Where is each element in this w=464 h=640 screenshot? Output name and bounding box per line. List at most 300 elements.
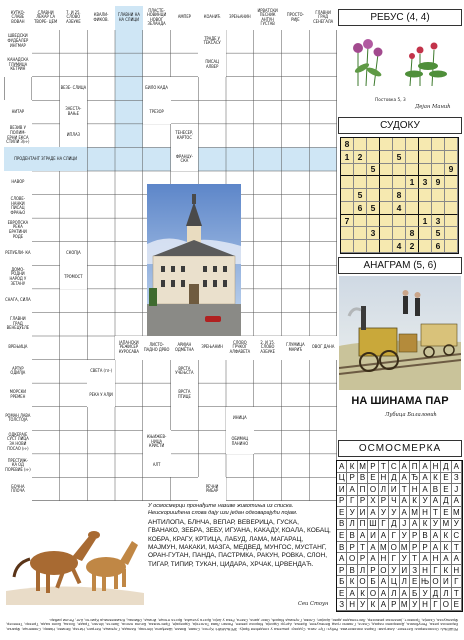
osmosmerka-letter[interactable]: Б bbox=[337, 576, 347, 588]
sudoku-cell[interactable]: 7 bbox=[341, 215, 354, 228]
osmosmerka-letter[interactable]: Г bbox=[379, 519, 389, 531]
osmosmerka-letter[interactable]: Б bbox=[410, 588, 420, 600]
rebus-title: РЕБУС (4, 4) bbox=[338, 9, 462, 26]
osmosmerka-letter[interactable]: Е bbox=[337, 507, 347, 519]
sudoku-cell[interactable]: 1 bbox=[341, 151, 354, 164]
osmosmerka-letter[interactable]: А bbox=[420, 484, 430, 496]
osmosmerka-letter[interactable]: У bbox=[420, 496, 430, 508]
osmosmerka-letter[interactable]: Р bbox=[358, 553, 368, 565]
sudoku-cell[interactable]: 9 bbox=[445, 164, 458, 177]
sudoku-cell[interactable] bbox=[341, 202, 354, 215]
osmosmerka-letter[interactable]: П bbox=[410, 461, 420, 473]
feature-clue: ПРОДЕНТАНТ ЗГРАДЕ НА СЛИЦИ bbox=[4, 147, 87, 171]
sudoku-cell[interactable] bbox=[406, 164, 419, 177]
osmosmerka-letter[interactable]: В bbox=[337, 519, 347, 531]
osmosmerka-letter[interactable]: Л bbox=[379, 484, 389, 496]
rebus-note: Постовка 5, 3 bbox=[375, 98, 406, 103]
mid-clue: ПИСАЦ АЛВЕР bbox=[198, 53, 226, 77]
header-clue: 7. И 25. СЛОВО АЗБУКЕ bbox=[60, 6, 88, 30]
rebus-author: Дејан Манић bbox=[415, 104, 451, 110]
osmosmerka-letter[interactable]: В bbox=[431, 484, 441, 496]
sudoku-cell[interactable] bbox=[419, 138, 432, 151]
osmosmerka-letter[interactable]: Р bbox=[368, 565, 378, 577]
sudoku-cell[interactable] bbox=[354, 240, 367, 253]
sudoku-cell[interactable] bbox=[419, 151, 432, 164]
sudoku-cell[interactable]: 2 bbox=[406, 240, 419, 253]
sudoku-cell[interactable]: 9 bbox=[432, 176, 445, 189]
solutions-text: РЕШЕЊА: Осмосмерка: Бегемот. Анаграм: Парна локомотива. Ребус: Пут лиса. Судоку: решења у следећем броју. ЗРЕЊАНИН: Кутко, Славе, Вован, Швеђани, Ингмар, Канада, Глумица, Кетрин, Нитар, Везиво, Навор, Словенци, Фрањо, Европска река, Република, Доморони народ, Снага, Главни град Венецуеле, Врења, Артур Одилја, Морски ремен, Роман Лава Толстоја, Одкераје, Престижка, Бочна плоча, Заеста, Иплаз, Траде, Писац, Било када, Трезор, Тенесер, Францускa, Скопја, Тромост, Јапански режисер, Листопадно дрво, Аријан, Слово, Глумица Марић, Овог дана, Света, Река у Алји, Врста учешћа, Врста птице, Иница, Обимац, Књижевница Кристи, Алт, Речни рибар. bbox=[6, 617, 458, 631]
osmosmerka-letter[interactable]: А bbox=[452, 553, 462, 565]
osmosmerka-letter[interactable]: Р bbox=[389, 599, 399, 611]
osmosmerka-letter[interactable]: Т bbox=[410, 553, 420, 565]
sudoku-cell[interactable]: 8 bbox=[341, 138, 354, 151]
osmosmerka-letter[interactable]: У bbox=[358, 599, 368, 611]
osmosmerka-letter[interactable]: К bbox=[431, 473, 441, 485]
osmosmerka-letter[interactable]: О bbox=[368, 588, 378, 600]
header-clue: ПРОСТО- РИЈЕ bbox=[282, 6, 310, 30]
sudoku-cell[interactable] bbox=[419, 227, 432, 240]
osmosmerka-letter[interactable]: Њ bbox=[420, 577, 430, 587]
osmosmerka-letter[interactable]: А bbox=[441, 553, 451, 565]
sudoku-cell[interactable] bbox=[445, 202, 458, 215]
sudoku-cell[interactable] bbox=[367, 240, 380, 253]
osmosmerka-letter[interactable]: А bbox=[431, 496, 441, 508]
osmosmerka-letter[interactable]: Н bbox=[347, 599, 357, 611]
osmosmerka-letter[interactable]: П bbox=[358, 484, 368, 496]
solutions-strip bbox=[4, 612, 460, 636]
sudoku-cell[interactable] bbox=[341, 227, 354, 240]
osmosmerka-letter[interactable]: У bbox=[389, 565, 399, 577]
sudoku-cell[interactable] bbox=[406, 151, 419, 164]
osmosmerka-letter[interactable]: Г bbox=[389, 530, 399, 542]
osmosmerka-letter[interactable]: Ј bbox=[400, 519, 410, 531]
sudoku-cell[interactable]: 3 bbox=[419, 176, 432, 189]
osmosmerka-letter[interactable]: А bbox=[400, 507, 410, 519]
osmosmerka-letter[interactable]: Т bbox=[431, 507, 441, 519]
sudoku-cell[interactable]: 5 bbox=[432, 227, 445, 240]
sudoku-cell[interactable] bbox=[432, 164, 445, 177]
left-clue: ДОМО- РОДНИ НАРОД У ЗЕТАНУ bbox=[4, 265, 32, 289]
osmosmerka-letter[interactable]: Р bbox=[347, 473, 357, 485]
town-hall-photo bbox=[147, 184, 241, 336]
osmosmerka-letter[interactable]: А bbox=[347, 588, 357, 600]
sudoku-cell[interactable] bbox=[380, 189, 393, 202]
osmosmerka-letter[interactable]: Д bbox=[389, 473, 399, 485]
osmosmerka-letter[interactable]: С bbox=[452, 530, 462, 542]
osmosmerka-letter[interactable]: К bbox=[410, 496, 420, 508]
sudoku-cell[interactable] bbox=[419, 164, 432, 177]
osmosmerka-letter[interactable]: М bbox=[441, 519, 451, 531]
left-clue: ШВЕДСКИ ФУДБАЛЕР ИНГМАР bbox=[4, 30, 32, 54]
sudoku-cell[interactable]: 4 bbox=[393, 240, 406, 253]
osmosmerka-letter[interactable]: Н bbox=[431, 553, 441, 565]
osmosmerka-letter[interactable]: А bbox=[420, 553, 430, 565]
osmosmerka-letter[interactable]: Р bbox=[358, 496, 368, 508]
osmosmerka-letter[interactable]: Р bbox=[368, 461, 378, 473]
osmosmerka-word-list: АНТИЛОПА, БЛНЧА, ВЕПАР, ВЕВЕРИЦА, ГУСКА, ГВАНАКО, ЗЕБРА, ЗЕБУ, ИГУАНА, КАКАДУ, КОАЛА, КОБАЦ, КОБРА, КРАГУ, КРТИЦА, ЛАБУД, ЛАМА, МАГАРАЦ, МАЈМУН, МАКАКИ, МАЗГА, МЕДВЕД, МУНГОС, МУСТАНГ, ОРАН-ГУТАН, ПАНДА, ПАСТРМКА, РАКУН, РОВКА, СЛОН, ТИГАР, ТИПИР, ТУКАН, ЦИДАРА, ХРЧАК, ЦРВЕНДАЋ. bbox=[148, 518, 331, 568]
osmosmerka-letter[interactable]: В bbox=[358, 473, 368, 485]
header-clue: ГЛАВНИ НА НА СЛИЦИ bbox=[115, 6, 143, 30]
sudoku-cell[interactable] bbox=[445, 138, 458, 151]
osmosmerka-letter[interactable]: А bbox=[337, 553, 347, 565]
sudoku-cell[interactable] bbox=[419, 189, 432, 202]
osmosmerka-letter[interactable]: А bbox=[452, 496, 462, 508]
sudoku-cell[interactable] bbox=[367, 176, 380, 189]
osmosmerka-letter[interactable]: Р bbox=[410, 530, 420, 542]
osmosmerka-letter[interactable]: Н bbox=[420, 599, 430, 611]
osmosmerka-letter[interactable]: О bbox=[347, 553, 357, 565]
crossword-puzzle bbox=[4, 6, 337, 501]
sudoku-cell[interactable]: 8 bbox=[393, 189, 406, 202]
anagram-author: Лубица Билаловић bbox=[385, 412, 437, 418]
mid-clue: ТРЕЗОР bbox=[143, 100, 171, 124]
osmosmerka-letter[interactable]: И bbox=[441, 576, 451, 588]
sudoku-cell[interactable] bbox=[406, 202, 419, 215]
osmosmerka-letter[interactable]: М bbox=[400, 599, 410, 611]
sudoku-cell[interactable] bbox=[367, 189, 380, 202]
osmosmerka-letter[interactable]: Р bbox=[337, 565, 347, 577]
osmosmerka-letter[interactable]: А bbox=[400, 496, 410, 508]
osmosmerka-letter[interactable]: А bbox=[431, 542, 441, 554]
osmosmerka-letter[interactable]: К bbox=[420, 519, 430, 531]
osmosmerka-letter[interactable]: З bbox=[410, 565, 420, 577]
osmosmerka-letter[interactable]: Р bbox=[347, 542, 357, 554]
header-clue: КВАЛИ- ФИКОВ. bbox=[87, 6, 115, 30]
mid-clue: ИПЛАЗ bbox=[60, 124, 88, 148]
osmosmerka-letter[interactable]: Д bbox=[441, 461, 451, 473]
osmosmerka-letter[interactable]: А bbox=[358, 530, 368, 542]
mid-clue: ТЕНЕСЕР, КАРТОС bbox=[171, 124, 199, 148]
osmosmerka-letter[interactable]: В bbox=[347, 530, 357, 542]
osmosmerka-letter[interactable]: У bbox=[389, 507, 399, 519]
osmosmerka-letter[interactable]: Е bbox=[410, 576, 420, 588]
sudoku-grid bbox=[340, 137, 459, 254]
sudoku-cell[interactable] bbox=[341, 240, 354, 253]
osmosmerka-letter[interactable]: О bbox=[368, 484, 378, 496]
osmosmerka-letter[interactable]: И bbox=[368, 530, 378, 542]
left-clue: КАНАДСКА ГЛУМИЦА КЕТРИН bbox=[4, 53, 32, 77]
osmosmerka-letter[interactable]: Н bbox=[379, 553, 389, 565]
osmosmerka-letter[interactable]: З bbox=[452, 473, 462, 485]
osmosmerka-letter[interactable]: Р bbox=[337, 496, 347, 508]
osmosmerka-letter[interactable]: Т bbox=[379, 461, 389, 473]
mid-clue: 2. И 15. СЛОВО АЗБУКЕ bbox=[254, 336, 282, 360]
osmosmerka-letter[interactable]: Л bbox=[389, 588, 399, 600]
header-clue: ГЛАВНИ ГРАД СЕНЕГАЛА bbox=[309, 6, 337, 30]
sudoku-cell[interactable] bbox=[445, 176, 458, 189]
left-clue: ЕВРОПСКА РЕКА БРАТИНИ РОДЕ bbox=[4, 218, 32, 242]
osmosmerka-letter[interactable]: К bbox=[347, 576, 357, 588]
sudoku-cell[interactable] bbox=[419, 202, 432, 215]
osmosmerka-letter[interactable]: А bbox=[379, 588, 389, 600]
osmosmerka-letter[interactable]: А bbox=[410, 519, 420, 531]
osmosmerka-letter[interactable]: И bbox=[400, 565, 410, 577]
sudoku-cell[interactable] bbox=[380, 202, 393, 215]
header-clue: ИРВАТСКИ ПЕСНИК АНТУН ГУСТАВ bbox=[254, 6, 282, 30]
sudoku-cell[interactable] bbox=[354, 164, 367, 177]
osmosmerka-letter[interactable]: И bbox=[358, 507, 368, 519]
osmosmerka-letter[interactable]: О bbox=[431, 576, 441, 588]
sudoku-cell[interactable] bbox=[380, 138, 393, 151]
osmosmerka-letter[interactable]: Е bbox=[441, 507, 451, 519]
osmosmerka-letter[interactable]: О bbox=[379, 565, 389, 577]
osmosmerka-letter[interactable]: О bbox=[441, 599, 451, 611]
sudoku-cell[interactable] bbox=[393, 164, 406, 177]
osmosmerka-letter[interactable]: Н bbox=[420, 565, 430, 577]
sudoku-cell[interactable]: 3 bbox=[432, 215, 445, 228]
osmosmerka-author: Сеи Стоун bbox=[298, 601, 329, 607]
osmosmerka-letter[interactable]: З bbox=[337, 599, 347, 611]
sudoku-cell[interactable] bbox=[406, 189, 419, 202]
osmosmerka-letter[interactable]: Л bbox=[441, 588, 451, 600]
osmosmerka-letter[interactable]: Т bbox=[358, 542, 368, 554]
sudoku-cell[interactable] bbox=[354, 215, 367, 228]
mid-clue: ЛИСТО- ПАДНО ДРВО bbox=[143, 336, 171, 360]
header-clue: ЗРЕЊАНИН bbox=[226, 6, 254, 30]
sudoku-cell[interactable] bbox=[341, 176, 354, 189]
osmosmerka-letter[interactable]: У bbox=[400, 530, 410, 542]
osmosmerka-letter[interactable]: М bbox=[379, 542, 389, 554]
osmosmerka-letter[interactable]: У bbox=[431, 519, 441, 531]
osmosmerka-letter[interactable]: Д bbox=[389, 519, 399, 531]
osmosmerka-letter[interactable]: Г bbox=[431, 599, 441, 611]
osmosmerka-letter[interactable]: Е bbox=[337, 588, 347, 600]
osmosmerka-letter[interactable]: У bbox=[452, 519, 462, 531]
sudoku-cell[interactable] bbox=[432, 202, 445, 215]
sudoku-cell[interactable] bbox=[445, 215, 458, 228]
osmosmerka-letter[interactable]: А bbox=[400, 588, 410, 600]
horses-picture bbox=[6, 505, 144, 605]
osmosmerka-letter[interactable]: К bbox=[441, 542, 451, 554]
sudoku-cell[interactable] bbox=[393, 215, 406, 228]
sudoku-cell[interactable] bbox=[380, 227, 393, 240]
sudoku-cell[interactable] bbox=[380, 176, 393, 189]
osmosmerka-letter[interactable]: Ч bbox=[389, 496, 399, 508]
osmosmerka-letter[interactable]: Г bbox=[452, 576, 462, 588]
header-clue: КУТКО- СЛАВЕ ВОВАН bbox=[4, 6, 32, 30]
anagram-title: АНАГРАМ (5, 6) bbox=[338, 257, 462, 274]
mid-clue: АРИЈАН ОДМЕТНА bbox=[171, 336, 199, 360]
osmosmerka-letter[interactable]: А bbox=[368, 542, 378, 554]
mid-clue: ОВОГ ДАНА bbox=[309, 336, 337, 360]
sudoku-cell[interactable] bbox=[445, 189, 458, 202]
osmosmerka-letter[interactable]: У bbox=[379, 507, 389, 519]
sudoku-cell[interactable] bbox=[406, 215, 419, 228]
sudoku-cell[interactable] bbox=[380, 240, 393, 253]
sudoku-cell[interactable] bbox=[367, 138, 380, 151]
sudoku-cell[interactable] bbox=[380, 164, 393, 177]
left-clue: СНАГА, СИЛА bbox=[4, 289, 32, 313]
header-clue: АМПЕР bbox=[171, 6, 199, 30]
sudoku-cell[interactable]: 4 bbox=[393, 202, 406, 215]
sudoku-cell[interactable]: 1 bbox=[419, 215, 432, 228]
osmosmerka-letter[interactable]: Ш bbox=[368, 519, 378, 531]
rebus-picture bbox=[340, 28, 460, 92]
left-clue: ОДКЕРАЈЕ СУСТ ЛИЦА ЗА НОВИ ПОСАО (н-) bbox=[4, 430, 32, 454]
osmosmerka-letter[interactable]: Г bbox=[389, 553, 399, 565]
osmosmerka-letter[interactable]: С bbox=[389, 461, 399, 473]
sudoku-cell[interactable] bbox=[341, 164, 354, 177]
left-clue: ВРЕЊИЦА bbox=[4, 336, 32, 360]
sudoku-cell[interactable] bbox=[393, 138, 406, 151]
osmosmerka-letter[interactable]: Г bbox=[347, 496, 357, 508]
osmosmerka-letter[interactable]: П bbox=[358, 519, 368, 531]
osmosmerka-letter[interactable]: Т bbox=[452, 542, 462, 554]
sudoku-cell[interactable]: 8 bbox=[406, 227, 419, 240]
osmosmerka-letter[interactable]: Б bbox=[368, 576, 378, 588]
sudoku-cell[interactable]: 5 bbox=[367, 164, 380, 177]
sudoku-cell[interactable]: 1 bbox=[406, 176, 419, 189]
osmosmerka-letter[interactable]: А bbox=[347, 484, 357, 496]
header-clue: СЛАВНИ ЛЕКАР СА ТВОРЕ- ЦЕМ bbox=[32, 6, 60, 30]
osmosmerka-letter[interactable]: К bbox=[441, 530, 451, 542]
osmosmerka-letter[interactable]: Р bbox=[379, 496, 389, 508]
osmosmerka-letter[interactable]: Е bbox=[368, 473, 378, 485]
sudoku-cell[interactable] bbox=[380, 151, 393, 164]
sudoku-cell[interactable] bbox=[419, 240, 432, 253]
osmosmerka-letter[interactable]: А bbox=[337, 461, 347, 473]
left-clue: РЕПУБЛИ- КА bbox=[4, 242, 32, 266]
mid-clue: АЛТ bbox=[143, 454, 171, 478]
osmosmerka-letter[interactable]: А bbox=[379, 599, 389, 611]
osmosmerka-letter[interactable]: Ц bbox=[337, 473, 347, 485]
mid-clue: СВЕТА (гл-) bbox=[87, 360, 115, 384]
osmosmerka-letter[interactable]: К bbox=[441, 565, 451, 577]
osmosmerka-letter[interactable]: Р bbox=[410, 542, 420, 554]
sudoku-cell[interactable] bbox=[432, 138, 445, 151]
sudoku-cell[interactable] bbox=[445, 240, 458, 253]
osmosmerka-letter[interactable]: Т bbox=[452, 588, 462, 600]
sudoku-cell[interactable]: 2 bbox=[354, 151, 367, 164]
sudoku-title: СУДОКУ bbox=[338, 117, 462, 134]
osmosmerka-letter[interactable]: М bbox=[358, 461, 368, 473]
osmosmerka-text bbox=[148, 503, 331, 598]
mid-clue: БИЛО КАДА bbox=[143, 77, 171, 101]
left-clue: БОЧНА ПЛОЧА bbox=[4, 477, 32, 501]
osmosmerka-letter[interactable]: В bbox=[337, 542, 347, 554]
osmosmerka-letter[interactable]: А bbox=[368, 553, 378, 565]
sudoku-cell[interactable]: 5 bbox=[393, 151, 406, 164]
sudoku-cell[interactable] bbox=[445, 151, 458, 164]
mid-clue: ТРАДЕ У ТЕКСАСУ bbox=[198, 30, 226, 54]
locomotive-picture bbox=[339, 276, 461, 390]
sudoku-cell[interactable] bbox=[406, 138, 419, 151]
osmosmerka-letter[interactable]: М bbox=[400, 542, 410, 554]
sudoku-cell[interactable]: 6 bbox=[354, 202, 367, 215]
osmosmerka-letter[interactable]: Е bbox=[337, 530, 347, 542]
osmosmerka-letter[interactable]: А bbox=[368, 507, 378, 519]
osmosmerka-title: ОСМОСМЕРКА bbox=[338, 440, 462, 457]
osmosmerka-letter[interactable]: Е bbox=[441, 473, 451, 485]
osmosmerka-letter[interactable]: А bbox=[400, 461, 410, 473]
osmosmerka-letter[interactable]: А bbox=[400, 473, 410, 485]
sudoku-cell[interactable] bbox=[432, 189, 445, 202]
mid-clue: ВРСТА УЧЕЊСТА bbox=[171, 360, 199, 384]
osmosmerka-letter[interactable]: Г bbox=[431, 565, 441, 577]
osmosmerka-letter[interactable]: В bbox=[347, 565, 357, 577]
osmosmerka-letter[interactable]: Н bbox=[410, 484, 420, 496]
osmosmerka-letter[interactable]: Д bbox=[431, 588, 441, 600]
mid-clue: ЗРЕЊАНИН bbox=[198, 336, 226, 360]
left-clue: ВЕЗИВ У ПОЛИМ- ЕРНИ ЕКСА СТИЛИ З(н-) bbox=[4, 124, 32, 148]
osmosmerka-letter[interactable]: И bbox=[337, 484, 347, 496]
osmosmerka-letter[interactable]: Х bbox=[368, 496, 378, 508]
osmosmerka-letter[interactable]: А bbox=[452, 461, 462, 473]
osmosmerka-letter[interactable]: Р bbox=[420, 542, 430, 554]
sudoku-cell[interactable] bbox=[393, 176, 406, 189]
osmosmerka-letter[interactable]: У bbox=[400, 553, 410, 565]
osmosmerka-letter[interactable]: Н bbox=[420, 507, 430, 519]
sudoku-cell[interactable] bbox=[393, 227, 406, 240]
osmosmerka-letter[interactable]: К bbox=[358, 588, 368, 600]
osmosmerka-letter[interactable]: А bbox=[431, 530, 441, 542]
osmosmerka-letter[interactable]: Е bbox=[441, 484, 451, 496]
osmosmerka-letter[interactable]: Д bbox=[441, 496, 451, 508]
sudoku-cell[interactable] bbox=[341, 189, 354, 202]
osmosmerka-letter[interactable]: М bbox=[410, 507, 420, 519]
osmosmerka-letter[interactable]: Л bbox=[347, 519, 357, 531]
mid-clue: ЈАПАНСКИ РЕЖИСЕР КУРОСАВА bbox=[115, 336, 143, 360]
osmosmerka-letter[interactable]: Ц bbox=[389, 576, 399, 588]
osmosmerka-letter[interactable]: А bbox=[379, 530, 389, 542]
mid-clue: ОБИМАЦ ПАНИНО bbox=[226, 430, 254, 454]
sudoku-cell[interactable] bbox=[380, 215, 393, 228]
osmosmerka-grid bbox=[336, 460, 463, 612]
osmosmerka-letter[interactable]: Н bbox=[431, 461, 441, 473]
osmosmerka-letter[interactable]: Л bbox=[358, 565, 368, 577]
osmosmerka-letter[interactable]: Н bbox=[452, 565, 462, 577]
osmosmerka-letter[interactable]: У bbox=[347, 507, 357, 519]
sudoku-cell[interactable] bbox=[354, 176, 367, 189]
osmosmerka-letter[interactable]: Т bbox=[400, 484, 410, 496]
sudoku-cell[interactable] bbox=[354, 138, 367, 151]
osmosmerka-letter[interactable]: Л bbox=[400, 576, 410, 588]
osmosmerka-letter[interactable]: У bbox=[410, 599, 420, 611]
osmosmerka-letter[interactable]: И bbox=[389, 484, 399, 496]
sudoku-cell[interactable]: 5 bbox=[367, 202, 380, 215]
sudoku-cell[interactable] bbox=[367, 215, 380, 228]
osmosmerka-letter[interactable]: О bbox=[358, 576, 368, 588]
header-clue: КОАНИЋ bbox=[198, 6, 226, 30]
osmosmerka-letter[interactable]: А bbox=[420, 461, 430, 473]
header-clue: ПЛАСТЕ- НОВИНЦИ НОВОГ ЗЕЛАНДА bbox=[143, 6, 171, 30]
sudoku-cell[interactable]: 5 bbox=[354, 189, 367, 202]
osmosmerka-letter[interactable]: Ј bbox=[452, 484, 462, 496]
osmosmerka-letter[interactable]: Н bbox=[379, 473, 389, 485]
osmosmerka-letter[interactable]: М bbox=[452, 507, 462, 519]
mid-clue: ЗАЕСТА- ВАЊЕ bbox=[60, 100, 88, 124]
sudoku-cell[interactable] bbox=[367, 151, 380, 164]
left-clue: НИТАР bbox=[4, 100, 32, 124]
sudoku-cell[interactable] bbox=[445, 227, 458, 240]
sudoku-cell[interactable]: 3 bbox=[367, 227, 380, 240]
osmosmerka-letter[interactable]: У bbox=[420, 588, 430, 600]
osmosmerka-letter[interactable]: А bbox=[379, 576, 389, 588]
osmosmerka-letter[interactable]: А bbox=[420, 473, 430, 485]
left-clue: СЛОВЕ- НАНКИ ПИСАЦ ФРАЊО bbox=[4, 195, 32, 219]
sudoku-cell[interactable] bbox=[432, 151, 445, 164]
osmosmerka-letter[interactable]: Ђ bbox=[410, 473, 420, 485]
osmosmerka-letter[interactable]: Е bbox=[452, 599, 462, 611]
sudoku-cell[interactable]: 6 bbox=[432, 240, 445, 253]
osmosmerka-letter[interactable]: В bbox=[420, 530, 430, 542]
osmosmerka-letter[interactable]: К bbox=[347, 461, 357, 473]
mid-clue: ВЕЗЕ- СЛИЦА bbox=[60, 77, 88, 101]
sudoku-cell[interactable] bbox=[354, 227, 367, 240]
osmosmerka-letter[interactable]: О bbox=[389, 542, 399, 554]
left-clue: ПРЕСТИЖ- КА ОД ПОРЕВИЕ (н-) bbox=[4, 454, 32, 478]
osmosmerka-letter[interactable]: К bbox=[368, 599, 378, 611]
